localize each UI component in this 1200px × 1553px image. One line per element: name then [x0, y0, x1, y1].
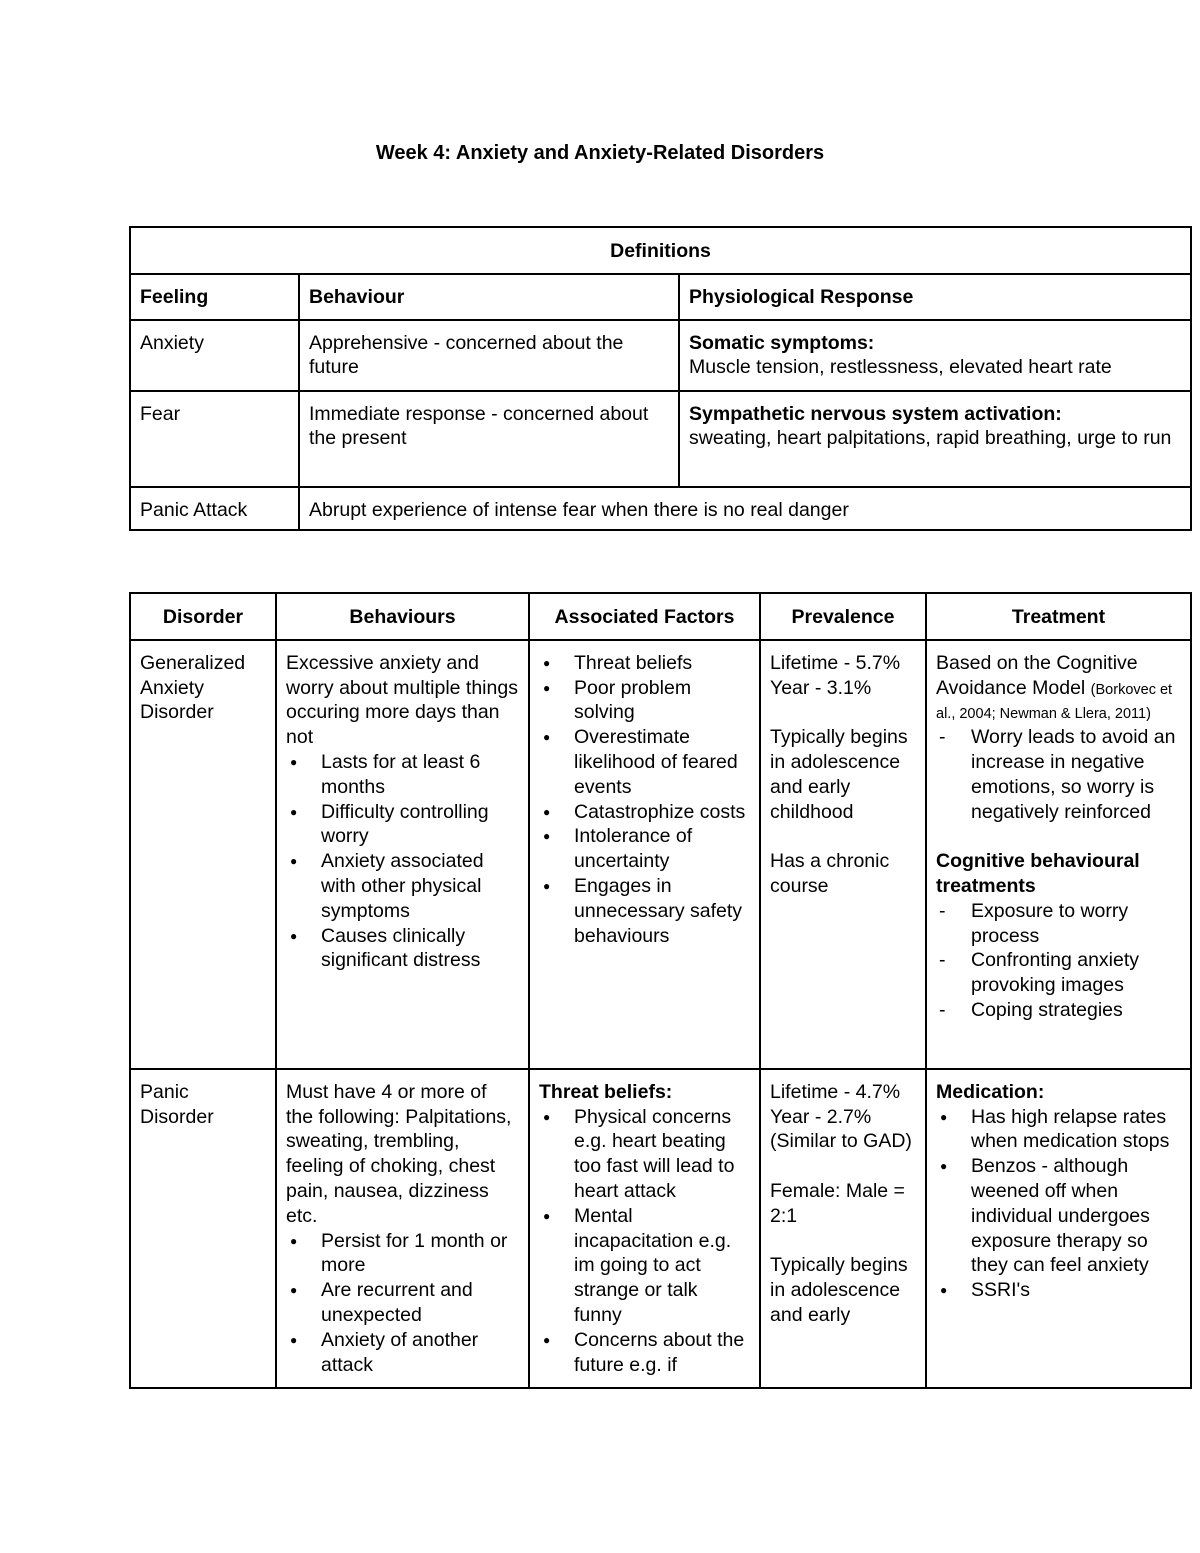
physiological-cell	[679, 391, 1191, 487]
list-item: - Exposure to worry process	[936, 899, 1181, 949]
behaviours-intro: Must have 4 or more of the following: Palpitations, sweating, trembling, feeling of choking, chest pain, nausea, dizziness etc.	[286, 1080, 512, 1227]
column-header-behaviour: Behaviour	[299, 274, 679, 320]
table-row	[130, 1069, 1191, 1388]
treatment-intro: Based on the Cognitive Avoidance Model	[936, 651, 1138, 699]
list-item: ● Benzos - although weened off when individual undergoes exposure therapy so they can feel anxiety	[936, 1154, 1181, 1278]
list-item: ● Threat beliefs	[539, 651, 750, 676]
treatment-cell	[926, 640, 1191, 1069]
list-item: ● Difficulty controlling worry	[286, 800, 519, 850]
prevalence-course: Has a chronic course	[770, 850, 890, 897]
treatment-list	[936, 899, 1181, 1023]
disorders-table	[129, 592, 1192, 1389]
behaviours-cell	[276, 1069, 529, 1388]
column-header-treatment: Treatment	[926, 593, 1191, 640]
table-row	[130, 320, 1191, 391]
list-item: - Confronting anxiety provoking images	[936, 948, 1181, 998]
behaviour-cell: Immediate response - concerned about the present	[299, 391, 679, 487]
physiological-cell	[679, 320, 1191, 391]
behaviours-list	[286, 1229, 519, 1378]
list-item: ● Causes clinically significant distress	[286, 924, 519, 974]
treatment-cell	[926, 1069, 1191, 1388]
factors-list	[539, 1105, 750, 1378]
definitions-heading: Definitions	[130, 227, 1191, 274]
feeling-cell: Fear	[130, 391, 299, 487]
list-item: ● Lasts for at least 6 months	[286, 750, 519, 800]
prevalence-cell	[760, 1069, 926, 1388]
list-item: - Worry leads to avoid an increase in negative emotions, so worry is negatively reinforced	[936, 725, 1181, 824]
factors-list	[539, 651, 750, 949]
treatment-citation: (Borkovec et al., 2004; Newman & Llera, 2011)	[936, 681, 1173, 723]
list-item: ● Anxiety associated with other physical symptoms	[286, 849, 519, 923]
list-item: ● Physical concerns e.g. heart beating too fast will lead to heart attack	[539, 1105, 750, 1204]
column-header-prevalence: Prevalence	[760, 593, 926, 640]
list-item: ● Intolerance of uncertainty	[539, 824, 750, 874]
factors-cell	[529, 640, 760, 1069]
column-header-disorder: Disorder	[130, 593, 276, 640]
list-item: ● Poor problem solving	[539, 676, 750, 726]
physiological-heading: Somatic symptoms:	[689, 331, 875, 354]
panic-attack-definition: Abrupt experience of intense fear when there is no real danger	[299, 487, 1191, 531]
list-item: ● Has high relapse rates when medication stops	[936, 1105, 1181, 1155]
physiological-text: Muscle tension, restlessness, elevated heart rate	[689, 356, 1112, 379]
prevalence-lifetime: Lifetime - 4.7%	[770, 1080, 901, 1103]
factors-cell	[529, 1069, 760, 1388]
list-item: ● Catastrophize costs	[539, 800, 750, 825]
table-row	[130, 640, 1191, 1069]
list-item: ● Anxiety of another attack	[286, 1328, 519, 1378]
list-item: - Coping strategies	[936, 998, 1181, 1023]
column-header-feeling: Feeling	[130, 274, 299, 320]
list-item: ● Are recurrent and unexpected	[286, 1278, 519, 1328]
physiological-heading: Sympathetic nervous system activation:	[689, 402, 1062, 425]
column-header-associated-factors: Associated Factors	[529, 593, 760, 640]
prevalence-cell	[760, 640, 926, 1069]
prevalence-sex-ratio: Female: Male = 2:1	[770, 1179, 905, 1227]
list-item: ● Engages in unnecessary safety behaviours	[539, 874, 750, 948]
column-header-behaviours: Behaviours	[276, 593, 529, 640]
table-row	[130, 487, 1191, 531]
treatment-heading: Cognitive behavioural treatments	[936, 850, 1140, 897]
factors-heading: Threat beliefs:	[539, 1080, 673, 1103]
prevalence-note: (Similar to GAD)	[770, 1130, 912, 1153]
table-row	[130, 391, 1191, 487]
behaviour-cell: Apprehensive - concerned about the future	[299, 320, 679, 391]
prevalence-year: Year - 3.1%	[770, 676, 872, 699]
disorder-name: Generalized Anxiety Disorder	[130, 640, 276, 1069]
prevalence-onset: Typically begins in adolescence and early	[770, 1254, 908, 1326]
physiological-text: sweating, heart palpitations, rapid breathing, urge to run	[689, 427, 1172, 450]
prevalence-lifetime: Lifetime - 5.7%	[770, 651, 901, 674]
column-header-physiological-response: Physiological Response	[679, 274, 1191, 320]
page-title: Week 4: Anxiety and Anxiety-Related Disorders	[375, 142, 825, 164]
disorder-name: Panic Disorder	[130, 1069, 276, 1388]
list-item: ● Concerns about the future e.g. if	[539, 1328, 750, 1378]
prevalence-year: Year - 2.7%	[770, 1105, 872, 1128]
list-item: ● Persist for 1 month or more	[286, 1229, 519, 1279]
definitions-table	[129, 226, 1192, 531]
prevalence-onset: Typically begins in adolescence and early childhood	[770, 726, 908, 823]
feeling-cell: Panic Attack	[130, 487, 299, 531]
behaviours-cell	[276, 640, 529, 1069]
list-item: ● Overestimate likelihood of feared events	[539, 725, 750, 799]
treatment-heading: Medication:	[936, 1080, 1045, 1103]
treatment-list	[936, 725, 1181, 824]
behaviours-intro: Excessive anxiety and worry about multiple things occuring more days than not	[286, 651, 518, 749]
list-item: ● Mental incapacitation e.g. im going to act strange or talk funny	[539, 1204, 750, 1328]
behaviours-list	[286, 750, 519, 973]
treatment-list	[936, 1105, 1181, 1303]
list-item: ● SSRI's	[936, 1278, 1181, 1303]
feeling-cell: Anxiety	[130, 320, 299, 391]
